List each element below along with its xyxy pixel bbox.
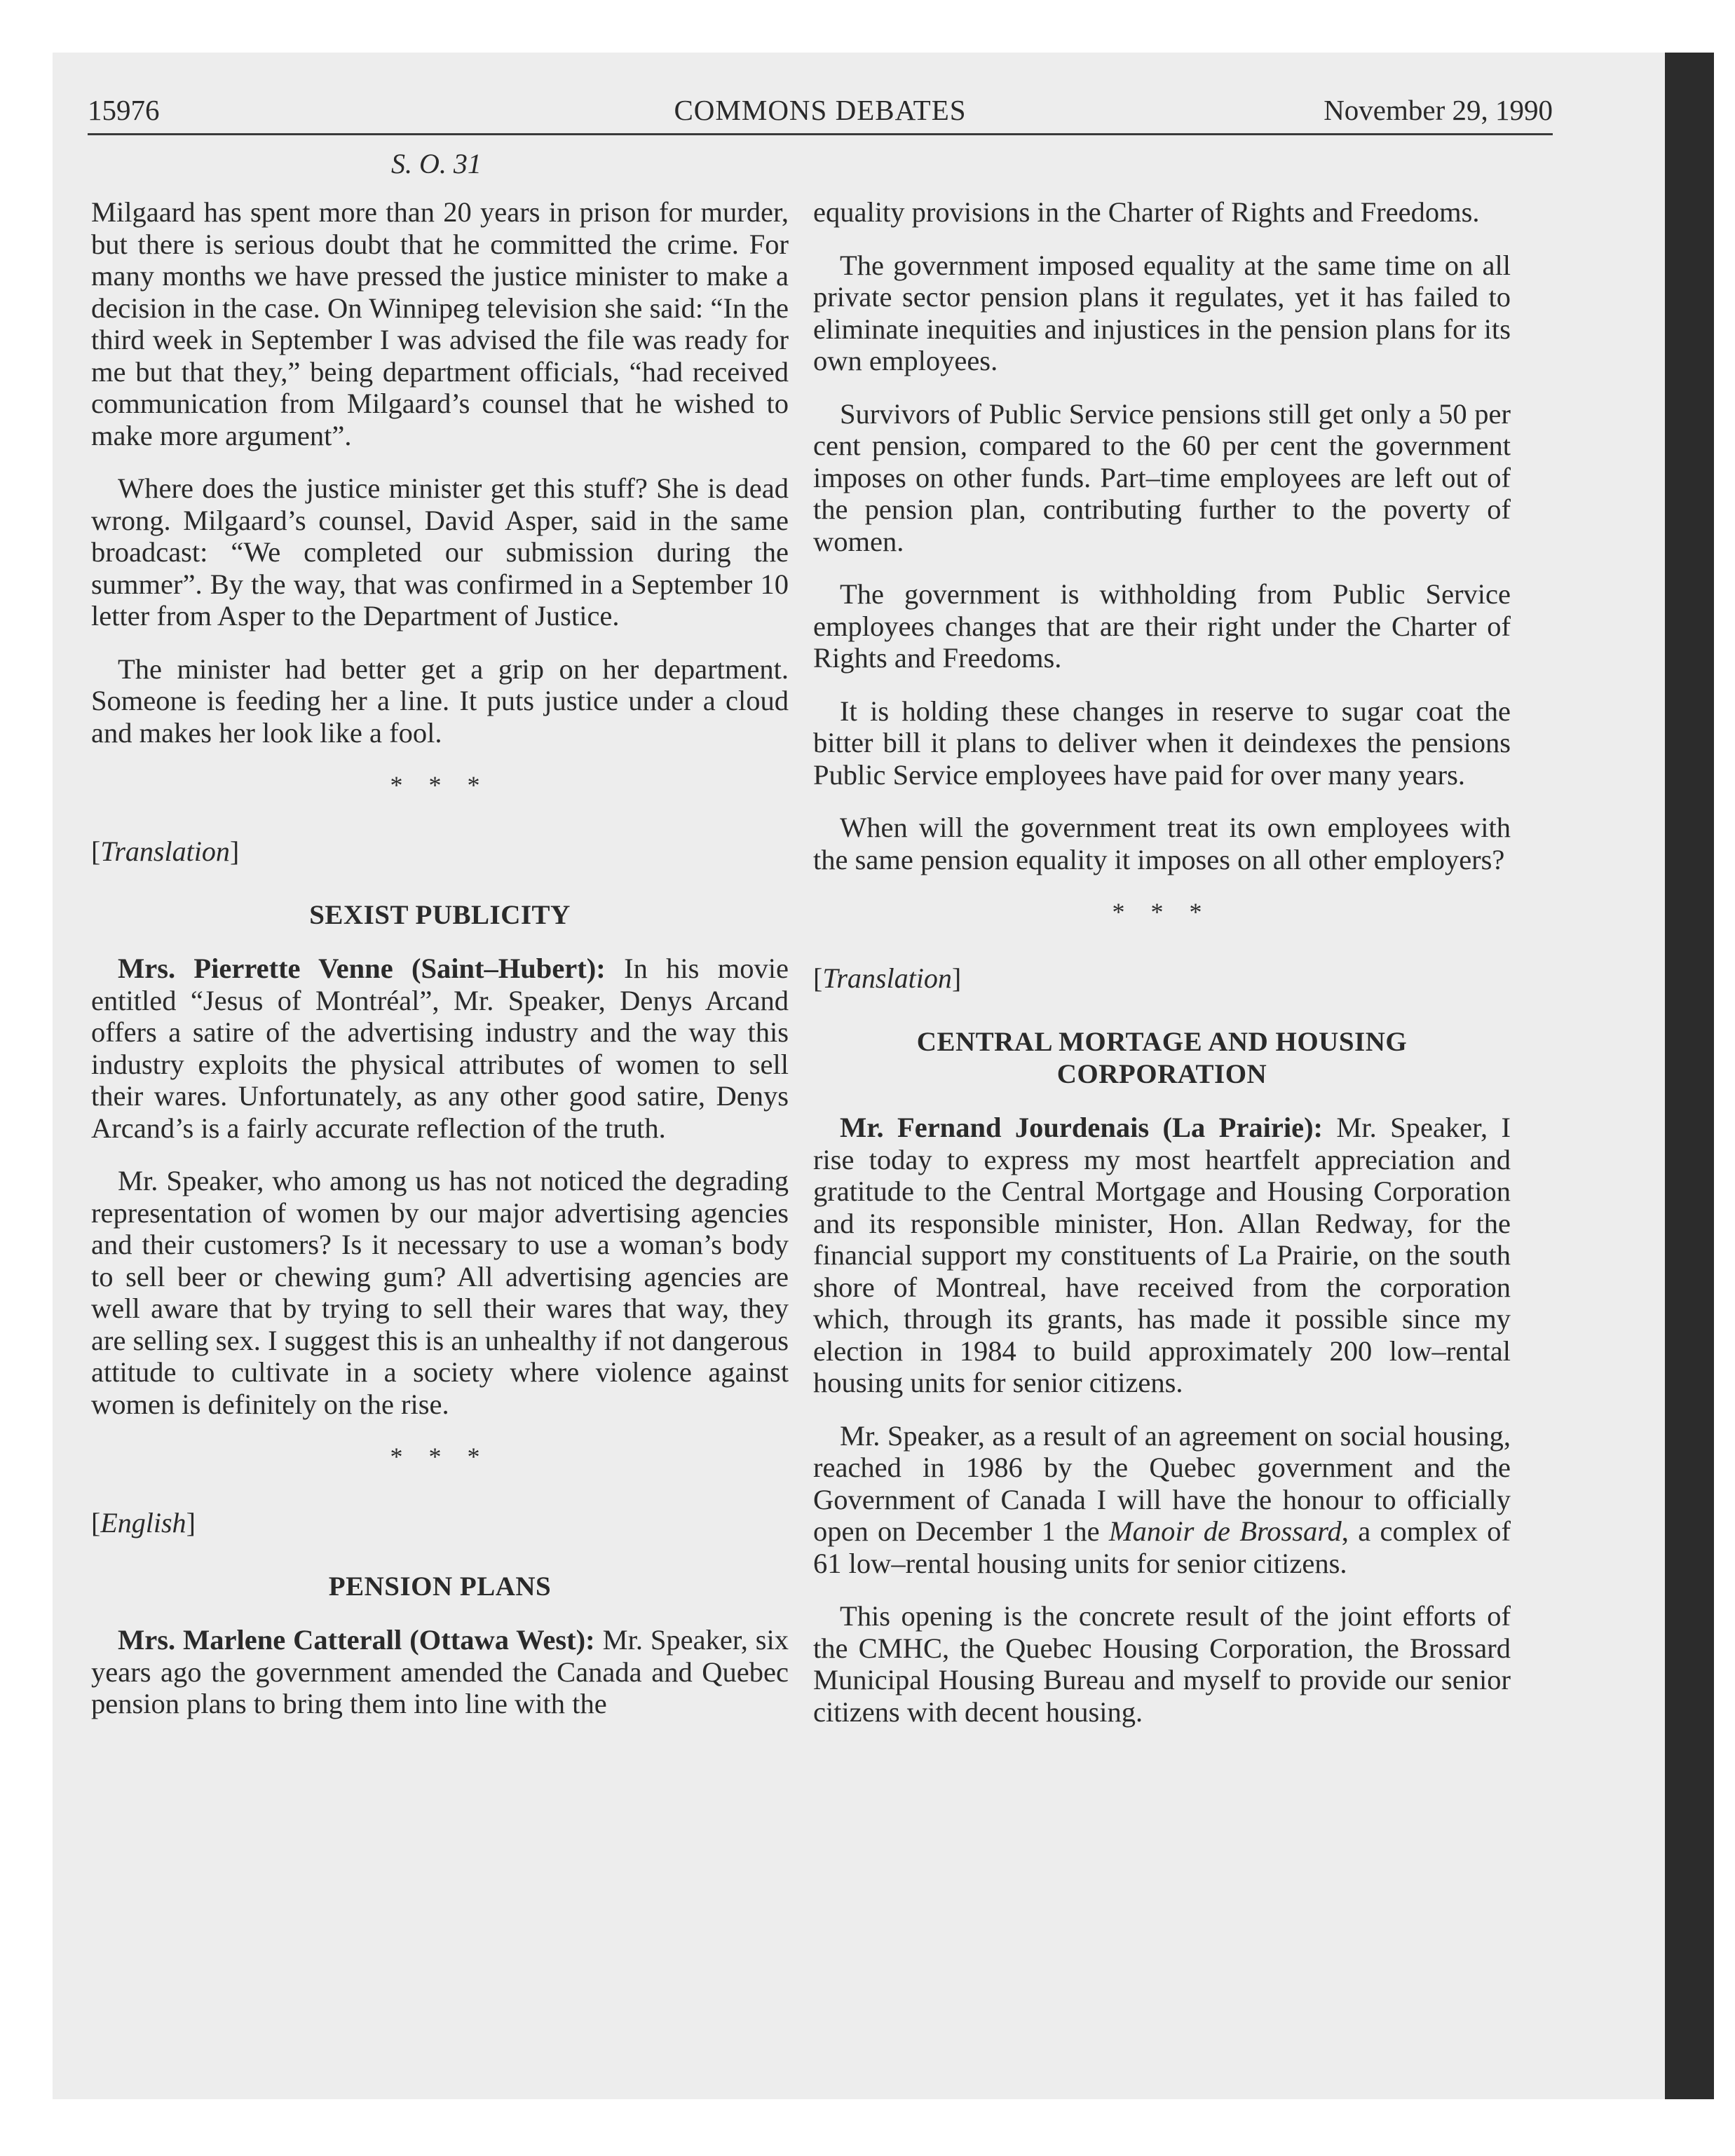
paragraph: Survivors of Public Service pensions still get only a 50 per cent pension, compared to the 60 per cent the government imposes on other funds. Part–time employees are left out of the pension plan, contributing further to the poverty of women. (813, 397, 1511, 557)
paragraph (91, 953, 789, 1144)
language-marker: [Translation] (813, 962, 962, 994)
paragraph: Mr. Speaker, who among us has not noticed the degrading representation of women by our major advertising agencies and their customers? Is it necessary to use a woman’s body to sell beer or chewing gum? All advertising agencies are well aware that by trying to sell their wares that way, they are selling sex. I suggest this is an unhealthy if not dangerous attitude to cultivate in a society where violence against women is definitely on the rise. (91, 1165, 789, 1420)
paragraph (813, 1112, 1511, 1399)
section-heading: SEXIST PUBLICITY (309, 900, 571, 930)
paragraph: It is holding these changes in reserve to sugar coat the bitter bill it plans to deliver when it deindexes the pensions Public Service employees have paid for over many years. (813, 695, 1511, 791)
language-marker: [Translation] (91, 835, 240, 867)
publication-title: COMMONS DEBATES (674, 94, 967, 126)
heading-line: CENTRAL MORTAGE AND HOUSING (916, 1027, 1408, 1057)
speech-text: Mr. Speaker, six years ago the government amended the Canada and Quebec pension plans to bring them into line with the (91, 1624, 789, 1719)
paragraph: equality provisions in the Charter of Rights and Freedoms. (813, 196, 1480, 228)
paragraph: The minister had better get a grip on her department. Someone is feeding her a line. It puts justice under a cloud and makes her look like a fool. (91, 653, 789, 749)
section-label: S. O. 31 (391, 148, 482, 179)
language-label: Translation (100, 835, 230, 867)
paragraph: This opening is the concrete result of the joint efforts of the CMHC, the Quebec Housing Corporation, the Brossard Municipal Housing Bureau and myself to provide our senior citizens with decent housing. (813, 1600, 1511, 1728)
heading-line: CORPORATION (1056, 1059, 1267, 1089)
speech-text: Mr. Speaker, I rise today to express my most heartfelt appreciation and gratitude to the Central Mortgage and Housing Corporation and its responsible minister, Hon. Allan Redway, for the financial support my constituents of La Prairie, on the south shore of Montreal, have received from the corporation which, through its grants, has made it possible since my election in 1984 to build approximately 200 low–rental housing units for senior citizens. (813, 1112, 1511, 1398)
left-column (91, 196, 789, 1741)
paragraph (91, 1624, 789, 1720)
section-separator: * * * (1112, 898, 1212, 926)
page-header (88, 70, 1553, 135)
publication-date: November 29, 1990 (1324, 94, 1553, 126)
right-column (813, 196, 1511, 1749)
paragraph (813, 1420, 1511, 1580)
speech-text: , a complex of 61 low–rental housing units for senior citizens. (813, 1515, 1511, 1579)
paragraph: The government is withholding from Public Service employees changes that are their right under the Charter of Rights and Freedoms. (813, 578, 1511, 674)
page-number: 15976 (88, 94, 160, 126)
section-heading (813, 1026, 1511, 1091)
language-label: Translation (822, 962, 952, 994)
speaker-name: Mrs. Pierrette Venne (Saint–Hubert): (118, 953, 606, 984)
section-heading: PENSION PLANS (328, 1571, 552, 1602)
speaker-name: Mr. Fernand Jourdenais (La Prairie): (840, 1112, 1324, 1143)
paragraph: When will the government treat its own employees with the same pension equality it imposes on all other employers? (813, 812, 1511, 875)
paragraph: The government imposed equality at the same time on all private sector pension plans it regulates, yet it has failed to eliminate inequities and injustices in the pension plans for its own employees. (813, 249, 1511, 376)
speech-text: Mr. Speaker, as a result of an agreement on social housing, reached in 1986 by the Quebec government and the Government of Canada I will have the honour to officially open on December 1 the (813, 1419, 1511, 1547)
paragraph: Milgaard has spent more than 20 years in prison for murder, but there is serious doubt that he committed the crime. For many months we have pressed the justice minister to make a decision in the case. On Winnipeg television she said: “In the third week in September I was advised the file was ready for me but that they,” being department officials, “had received communication from Milgaard’s counsel that he wished to make more argument”. (91, 196, 789, 451)
section-separator: * * * (390, 771, 490, 799)
scan-edge-bar (1665, 53, 1714, 2099)
speech-text: In his movie entitled “Jesus of Montréal”, Mr. Speaker, Denys Arcand offers a satire of the advertising industry and the way this industry exploits the physical attributes of women to sell their wares. Unfortunately, as any other good satire, Denys Arcand’s is a fairly accurate reflection of the truth. (91, 953, 789, 1144)
language-label: English (100, 1506, 186, 1538)
paragraph: Where does the justice minister get this stuff? She is dead wrong. Milgaard’s counsel, David Asper, said in the same broadcast: “We completed our submission during the summer”. By the way, that was confirmed in a September 10 letter from Asper to the Department of Justice. (91, 472, 789, 632)
speaker-name: Mrs. Marlene Catterall (Ottawa West): (118, 1624, 595, 1656)
section-separator: * * * (390, 1442, 490, 1471)
place-name: Manoir de Brossard (1108, 1515, 1342, 1547)
language-marker: [English] (91, 1506, 196, 1538)
